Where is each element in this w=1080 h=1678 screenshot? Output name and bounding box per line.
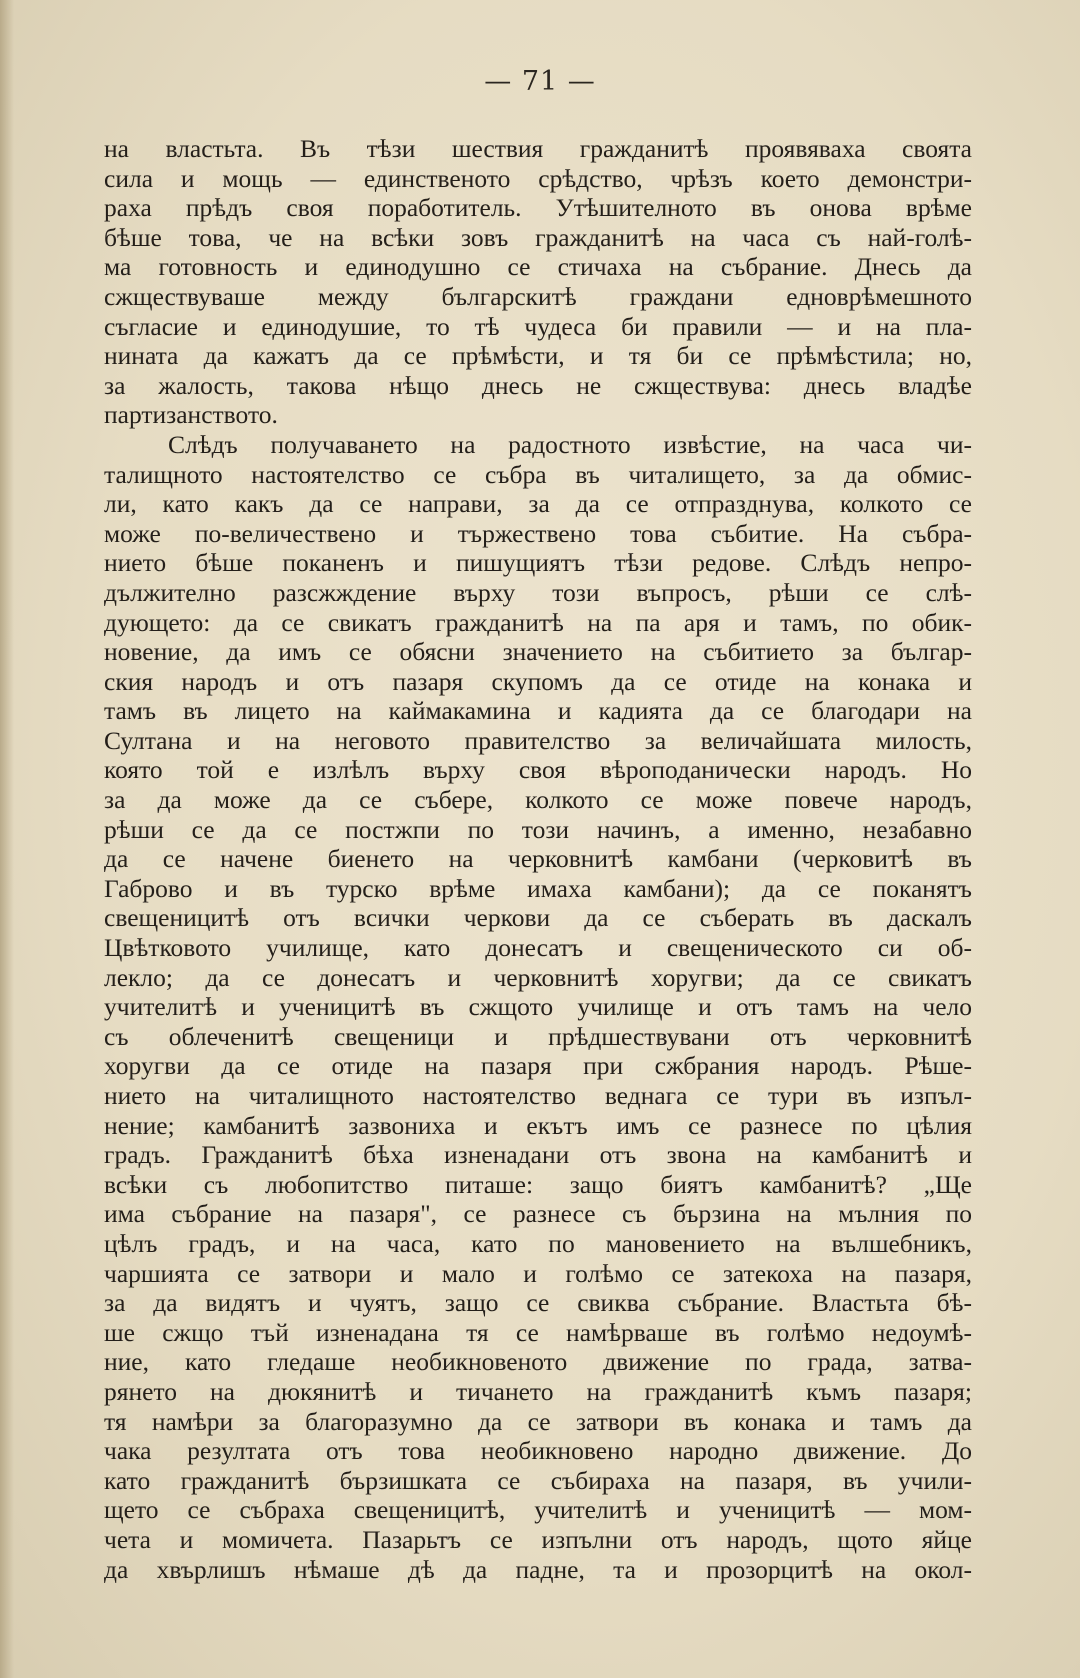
text-line: цѣлъ градъ, и на часа, като по мановението на вълшебникъ, bbox=[104, 1228, 972, 1258]
text-line: на властьта. Въ тѣзи шествия гражданитѣ проявяваха своята bbox=[104, 134, 972, 163]
text-line: която той е излѣлъ върху своя вѣроподанически народъ. Но bbox=[104, 755, 972, 785]
text-line: Габрово и въ турско врѣме имаха камбани); да се поканятъ bbox=[104, 873, 972, 903]
text-line: ли, като какъ да се направи, за да се отпразднува, колкото се bbox=[104, 489, 972, 519]
text-line: новение, да имъ се обясни значението на събитието за българ- bbox=[104, 637, 972, 667]
text-line: бѣше това, че на всѣки зовъ гражданитѣ на часа съ най-голѣ- bbox=[104, 222, 972, 252]
text-line: чака резултата отъ това необикновено народно движение. До bbox=[104, 1436, 972, 1466]
text-line: градъ. Гражданитѣ бѣха изненадани отъ звона на камбанитѣ и bbox=[104, 1140, 972, 1170]
text-line: нение; камбанитѣ зазвониха и екътъ имъ се разнесе по цѣлия bbox=[104, 1110, 972, 1140]
text-line: да хвърлишъ нѣмаше дѣ да падне, та и прозорцитѣ на окол- bbox=[104, 1554, 972, 1584]
text-line: за да може да се събере, колкото се може повече народъ, bbox=[104, 785, 972, 815]
text-line: ние, като гледаше необикновеното движение по града, затва- bbox=[104, 1347, 972, 1377]
text-line: чаршията се затвори и мало и голѣмо се затекоха на пазаря, bbox=[104, 1258, 972, 1288]
text-line: чета и момичета. Пазарьтъ се изпълни отъ народъ, щото яйце bbox=[104, 1524, 972, 1554]
text-line: може по-величествено и тържествено това събитие. На събра- bbox=[104, 518, 972, 548]
text-line: Султана и на неговото правителство за величайшата милость, bbox=[104, 725, 972, 755]
text-line: ма готовность и единодушно се стичаха на събрание. Днесь да bbox=[104, 252, 972, 282]
text-line: рѣши се да се постжпи по този начинъ, а именно, незабавно bbox=[104, 814, 972, 844]
page-number: — 71 — bbox=[484, 66, 596, 97]
text-line: нието на читалищното настоятелство веднага се тури въ изпъл- bbox=[104, 1081, 972, 1110]
text-line: рянето на дюкянитѣ и тичането на гражданитѣ къмъ пазаря; bbox=[104, 1376, 972, 1406]
text-line: сжществуваше между българскитѣ граждани едноврѣмешното bbox=[104, 281, 972, 311]
text-line: да се начене биенето на черковнитѣ камбани (черковитѣ въ bbox=[104, 844, 972, 874]
text-line: раха прѣдъ своя поработитель. Утѣшителното въ онова врѣме bbox=[104, 193, 972, 223]
text-line: за да видятъ и чуятъ, защо се свиква събрание. Властьта бѣ- bbox=[104, 1288, 972, 1318]
text-line: талищното настоятелство се събра въ читалището, за да обмис- bbox=[104, 459, 972, 489]
text-line: ския народъ и отъ пазаря скупомъ да се отиде на конака и bbox=[104, 666, 972, 696]
text-line: нието бѣше поканенъ и пишущиятъ тѣзи редове. Слѣдъ непро- bbox=[104, 548, 972, 578]
text-line: всѣки съ любопитство питаше: защо биятъ камбанитѣ? „Ще bbox=[104, 1169, 972, 1199]
text-line: за жалость, такова нѣщо днесь не сжществува: днесь владѣе bbox=[104, 370, 972, 400]
text-line: сила и мощь — единственото срѣдство, чрѣзъ което демонстри- bbox=[104, 163, 972, 193]
text-line: като гражданитѣ бързишката се събираха на пазаря, въ учили- bbox=[104, 1465, 972, 1495]
text-line: учителитѣ и ученицитѣ въ сжщото училище и отъ тамъ на чело bbox=[104, 992, 972, 1022]
text-line: щето се събраха свещеницитѣ, учителитѣ и ученицитѣ — мом- bbox=[104, 1495, 972, 1525]
paragraph-1 bbox=[104, 134, 972, 430]
paragraph-2 bbox=[104, 430, 972, 1584]
text-line: тамъ въ лицето на каймакамина и кадията да се благодари на bbox=[104, 696, 972, 726]
text-line: тя намѣри за благоразумно да се затвори въ конака и тамъ да bbox=[104, 1406, 972, 1436]
text-line: свещеницитѣ отъ всички черкови да се съберать въ даскалъ bbox=[104, 903, 972, 933]
text-line: хоругви да се отиде на пазаря при сжбрания народъ. Рѣше- bbox=[104, 1051, 972, 1081]
text-line: Цвѣтковото училище, като донесатъ и свещеническото си об- bbox=[104, 933, 972, 963]
text-line: ше сжщо тъй изненадана тя се намѣрваше въ голѣмо недоумѣ- bbox=[104, 1317, 972, 1347]
text-line: партизанството. bbox=[104, 400, 278, 430]
text-line: нината да кажатъ да се прѣмѣсти, и тя би се прѣмѣстила; но, bbox=[104, 341, 972, 371]
page-edge-shadow bbox=[0, 0, 14, 1678]
text-line: има събрание на пазаря", се разнесе съ бързина на мълния по bbox=[104, 1199, 972, 1229]
text-line: дължително разсжждение върху този въпросъ, рѣши се слѣ- bbox=[104, 577, 972, 607]
text-line: съгласие и единодушие, то тѣ чудеса би правили — и на пла- bbox=[104, 311, 972, 341]
text-line: лекло; да се донесатъ и черковнитѣ хоругви; да се свикатъ bbox=[104, 962, 972, 992]
text-line: Слѣдъ получаването на радостното извѣстие, на часа чи- bbox=[168, 429, 972, 459]
body-text bbox=[104, 134, 972, 1584]
text-line: съ облеченитѣ свещеници и прѣдшествувани отъ черковнитѣ bbox=[104, 1021, 972, 1051]
text-line: дующето: да се свикатъ гражданитѣ на па аря и тамъ, по обик- bbox=[104, 607, 972, 637]
